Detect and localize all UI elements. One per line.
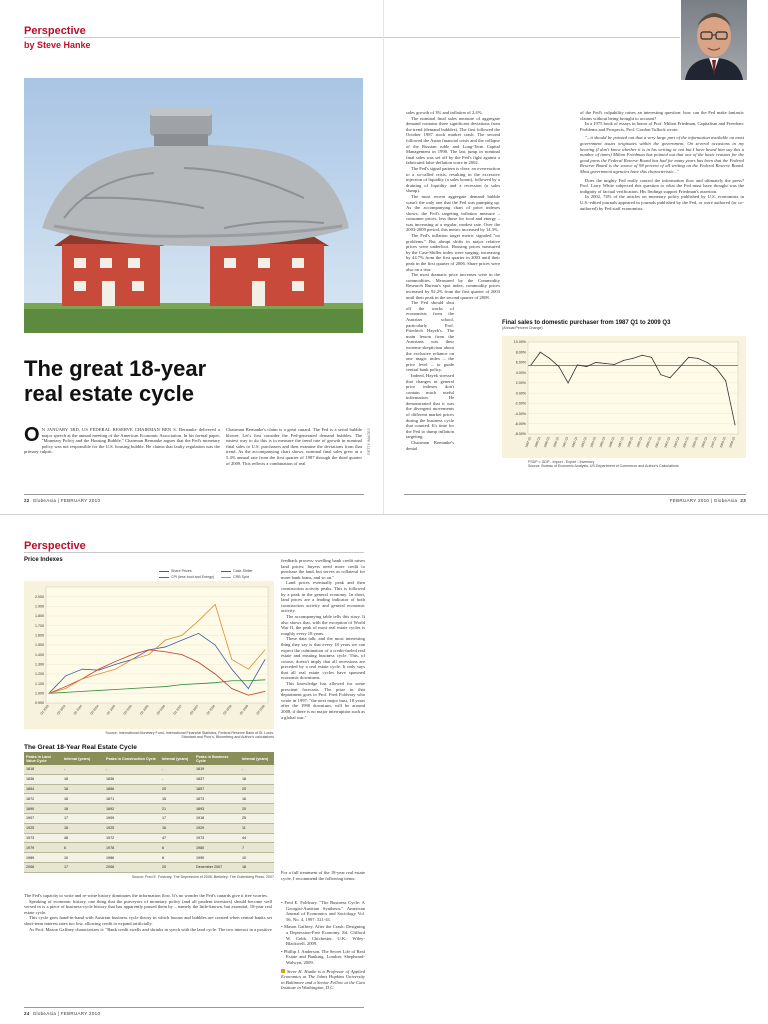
data-point (231, 659, 232, 660)
data-point (198, 662, 199, 663)
table-cell: 20 (240, 784, 274, 794)
data-point (98, 669, 99, 670)
footer-rule-left (24, 494, 364, 495)
headline-line-2: real estate cycle (24, 381, 195, 406)
data-point (215, 604, 216, 605)
x-tick-label: 2001 Q1 (654, 435, 662, 449)
col4-p3: In 2002, 74% of the articles on monetary policy published by U.S. economists in U.S.-edited journals appeared in journals published by the Fed, or were authored (or co-authored) by Fed staff economists. (580, 194, 744, 211)
legend-item-share-prices: Share Prices (159, 569, 192, 573)
y-tick-label: -2.00% (514, 401, 526, 406)
table-cell: 17 (62, 813, 104, 823)
headline (24, 356, 206, 406)
drop-cap: O (24, 424, 40, 446)
y-tick-label: 0.00% (515, 391, 526, 396)
col3-p0: sales growth of 3% and inflation of 2.4%. (406, 110, 483, 115)
table-cell: 1973 (194, 833, 240, 843)
x-tick-label: 2002 Q1 (663, 435, 672, 449)
table-cell: 1909 (104, 813, 160, 823)
reference-item: • Mason Gaffney. After the Crash: Designing a Depression-Free Economy. Ed. Clifford W. Cobb. Chichester, U.K.: Wiley-Blackwell, 2009. (281, 924, 365, 947)
table-cell: 25 (240, 813, 274, 823)
header-rule (24, 37, 680, 38)
x-tick-label: 1990 Q1 (552, 435, 560, 449)
col3-p7: Indeed, Hayek stressed that changes in general price indexes don't contain much useful information. He demonstrated that it was the divergent movements of different market prices during the business cycle that counted. It's time for the Fed to dump inflation targeting. (406, 372, 454, 440)
table-row (24, 823, 274, 833)
table-cell: 1979 (24, 843, 62, 853)
data-point (577, 365, 578, 366)
x-tick-label: Q1 2009 (238, 704, 250, 716)
data-point (531, 365, 532, 366)
price-indexes-plot (24, 581, 274, 729)
data-point (65, 676, 66, 677)
column-2 (226, 427, 362, 466)
data-point (165, 640, 166, 641)
table-cell: 18 (62, 804, 104, 814)
x-tick-label: Q1 2005 (105, 704, 117, 716)
data-point (540, 352, 541, 353)
x-tick-label: 1991 Q1 (561, 435, 570, 449)
x-tick-label: 1997 Q1 (616, 435, 625, 449)
photo-credit: GETTY IMAGES (367, 428, 371, 455)
y-tick-label: -8.00% (514, 432, 526, 437)
folio-page2 (24, 1011, 100, 1016)
data-point (98, 670, 99, 671)
y-tick-label: 4.00% (515, 370, 526, 375)
data-point (697, 358, 698, 359)
data-point (231, 680, 232, 681)
table-cell: 1925 (24, 823, 62, 833)
table-cell: 1978 (104, 843, 160, 853)
table-cell: - (240, 765, 274, 774)
table-cell: 1980 (194, 843, 240, 853)
author-photo (681, 0, 747, 80)
table-cell: 47 (160, 833, 194, 843)
col3-p3: The most recent aggregate demand bubble wasn't the only one that the Fed was pumping up. As the accompanying chart of price indexes shows, the Fed's targeting inflation measure – consumer prices, less those for food and energy – was increasing at a regular, modest rate. Over the 2003-2009 period, this metric increased by 14.3%. (406, 193, 500, 233)
references (281, 900, 365, 991)
y-tick-label: 1.800 (35, 614, 44, 619)
final-sales-chart-subtitle: (Annual Percent Change) (502, 326, 543, 330)
data-point (248, 688, 249, 689)
p2-right-p5: For a full treatment of the 18-year real estate cycle, I recommend the following items: (281, 870, 365, 881)
data-point (735, 424, 736, 425)
x-tick-label: 1994 Q1 (589, 435, 597, 449)
table-header: Interval (years) (62, 752, 104, 765)
data-point (568, 382, 569, 383)
column-3 (406, 110, 500, 451)
data-point (265, 679, 266, 680)
data-point (248, 695, 249, 696)
table-cell: 16 (240, 794, 274, 804)
x-tick-label: Q3 2006 (155, 704, 167, 716)
table-cell: 15 (160, 794, 194, 804)
data-point (248, 680, 249, 681)
x-tick-label: 2003 Q1 (672, 435, 681, 449)
data-point (633, 358, 634, 359)
final-sales-chart-plot (502, 336, 746, 458)
table-cell: 18 (240, 774, 274, 784)
y-tick-label: 2.000 (35, 594, 44, 599)
legend-item-cpi: CPI (less food and Energy) (159, 575, 214, 579)
data-point (148, 649, 149, 650)
page2-right-lower (281, 870, 365, 881)
reference-item: • Phillip J. Anderson. The Secret Life of Real Estate and Banking. London: Shepheard-Walwyn, 2009. (281, 948, 365, 965)
table-header: Interval (years) (160, 752, 194, 765)
table-header: Peaks in Construction Cycle (104, 752, 160, 765)
data-point (65, 686, 66, 687)
table-cell: 1890 (24, 804, 62, 814)
y-tick-label: 1.900 (35, 604, 44, 609)
col3-p4: The Fed's inflation target metric signaled "no problems." But abrupt shifts in major relative prices were underfoot. Housing prices measured by the Case-Shiller index were surging, increasing by 44.7% from the first quarter in 2003 until their peak in the first quarter of 2006. Share prices were also on a tear. (406, 233, 500, 272)
table-cell: 1918 (194, 813, 240, 823)
table-cell: 6 (160, 843, 194, 853)
x-tick-label: 1992 Q1 (570, 435, 579, 449)
table-row (24, 862, 274, 872)
y-tick-label: 1.300 (35, 662, 44, 667)
table-row (24, 765, 274, 774)
col3-p1: The nominal final sales measure of aggregate demand contains three significant deviations from the trend (demand bubbles). The first followed the October 1987 stock market crash. The second followed the Asian financial crisis and the collapse of the Russian ruble and Long-Term Capital Management in 1998. The last jump in nominal final sales was set off by the Fed's fight against a fabricated false-deflation scare in 2002. (406, 115, 500, 166)
table-cell: 8 (160, 853, 194, 863)
data-point (148, 654, 149, 655)
table-cell: 20 (160, 784, 194, 794)
byline: by Steve Hanke (24, 40, 91, 50)
data-point (265, 649, 266, 650)
folio-page2-magazine: GlobeAsia | FEBRUARY 2010 (32, 1011, 101, 1016)
folio-right (670, 498, 746, 503)
table-cell: 1837 (194, 774, 240, 784)
x-tick-label: Q3 2007 (188, 704, 200, 716)
table-cell: 1818 (24, 765, 62, 774)
col3-p8: Chairman Bernanke's denial (406, 440, 454, 451)
x-tick-label: Q1 2008 (205, 704, 216, 716)
p2-left-p0: The Fed's capacity to write and re-write history dominates the information flow. It's no wonder the Fed's canards give it free worries. (24, 893, 268, 898)
x-tick-label: Q1 2007 (172, 704, 183, 716)
x-tick-label: Q1 2006 (138, 704, 150, 716)
x-tick-label: 1996 Q1 (607, 435, 616, 449)
col4-p1: In a 1975 book of essays in honor of Prof. Milton Friedman, Capitalism and Freedom: Problems and Prospects, Prof. Gordon Tullock wrote: (580, 121, 744, 132)
data-point (688, 357, 689, 358)
y-tick-label: 1.400 (35, 652, 44, 657)
x-tick-label: Q1 2003 (39, 704, 50, 716)
data-point (65, 692, 66, 693)
table-cell: - (104, 765, 160, 774)
table-header: Peaks in Business Cycle (194, 752, 240, 765)
y-tick-label: 1.200 (35, 672, 44, 677)
table-cell: 10 (62, 853, 104, 863)
data-point (182, 684, 183, 685)
data-point (642, 355, 643, 356)
x-tick-label: 2000 Q1 (644, 435, 653, 449)
data-point (82, 669, 83, 670)
y-tick-label: 1.100 (35, 681, 44, 686)
data-point (605, 363, 606, 364)
header-rule-page2 (24, 552, 364, 553)
data-point (623, 360, 624, 361)
p2-left-p2: This cycle goes hand-in-hand with Austrian business cycle theory in which booms and bubbles are created when central banks set short-term interest rates too low, allowing credit to expand artificially. (24, 915, 272, 926)
legend-item-case-shiller: Case-Shiller (221, 569, 253, 573)
table-header: Interval (years) (240, 752, 274, 765)
table-cell: 18 (62, 784, 104, 794)
data-point (670, 377, 671, 378)
data-point (98, 690, 99, 691)
table-cell: 18 (62, 794, 104, 804)
page-divider (0, 514, 768, 515)
data-point (115, 664, 116, 665)
y-tick-label: -6.00% (514, 421, 526, 426)
author-bio: Steve H. Hanke is a Professor of Applied Economics at The Johns Hopkins University in Baltimore and a Senior Fellow at the Cato Institute in Washington, D.C. (281, 968, 365, 991)
table-row (24, 843, 274, 853)
table-cell: 18 (62, 823, 104, 833)
final-sales-chart-title: Final sales to domestic purchaser from 1987 Q1 to 2009 Q3 (502, 320, 671, 326)
data-point (215, 682, 216, 683)
footer-rule-page2 (24, 1007, 364, 1008)
table-header: Peaks in Land Value Cycle (24, 752, 62, 765)
data-point (82, 678, 83, 679)
headline-line-1: The great 18-year (24, 356, 207, 381)
table-cell: 1857 (194, 784, 240, 794)
table-cell: 1892 (104, 804, 160, 814)
data-point (115, 669, 116, 670)
data-point (49, 693, 50, 694)
table-cell: 20 (240, 804, 274, 814)
folio-left (24, 498, 100, 503)
footer-rule-right (404, 494, 746, 495)
legend-item-crb-spot: CRB Spot (221, 575, 249, 579)
data-point (115, 689, 116, 690)
data-point (549, 358, 550, 359)
data-point (558, 366, 559, 367)
col4-p0: of the Fed's culpability raises an interesting question: how can the Fed make fantastic claims without being brought to account? (580, 110, 744, 121)
data-point (182, 654, 183, 655)
data-point (198, 620, 199, 621)
data-point (660, 374, 661, 375)
table-cell: 17 (160, 813, 194, 823)
table-cell: 1990 (194, 853, 240, 863)
table-cell: 1873 (194, 794, 240, 804)
data-point (165, 651, 166, 652)
table-cell: 1929 (194, 823, 240, 833)
table-cell: 1907 (24, 813, 62, 823)
folio-right-number: 23 (740, 498, 746, 503)
data-point (182, 635, 183, 636)
x-tick-label: Q3 2004 (89, 704, 100, 716)
data-point (215, 645, 216, 646)
x-tick-label: 2005 Q1 (691, 435, 699, 449)
x-tick-label: 1988 Q1 (533, 435, 542, 449)
data-point (716, 368, 717, 369)
table-cell: - (160, 774, 194, 784)
x-tick-label: Q3 2003 (55, 704, 67, 716)
table-row (24, 833, 274, 843)
final-sales-chart-source: FSDP = GDP - Import - Export - Inventory Source: Bureau of Economic Analysis, US Department of Commerce and Author's Calculations (528, 460, 679, 469)
folio-left-magazine: GlobeAsia | FEBRUARY 2010 (32, 498, 101, 503)
x-tick-label: 1989 Q1 (542, 435, 551, 449)
data-point (231, 688, 232, 689)
y-tick-label: 2.00% (515, 381, 526, 386)
y-tick-label: 6.00% (515, 360, 526, 365)
x-tick-label: Q3 2009 (255, 704, 266, 716)
section-label-page2: Perspective (24, 540, 86, 552)
data-point (65, 688, 66, 689)
table-cell: 1871 (104, 794, 160, 804)
y-tick-label: 1.600 (35, 633, 44, 638)
table-row (24, 813, 274, 823)
data-point (725, 380, 726, 381)
x-tick-label: Q3 2008 (222, 704, 233, 716)
cycle-table (24, 752, 274, 873)
intro-text: N JANUARY 3RD, US FEDERAL RESERVE CHAIRMAN BEN S. Bernanke delivered a major speech at the annual meeting of the American Economic Association. In his formal paper, "Monetary Policy and the Housing Bubble," Chairman Bernanke argues that the Fed's monetary policy was not responsible for the U.S. housing bubble. He claims that faulty regulation was the primary culprit. (24, 427, 220, 455)
table-header-row (24, 752, 274, 765)
table-cell: 1972 (104, 833, 160, 843)
data-point (132, 688, 133, 689)
table-cell: 2006 (104, 862, 160, 872)
x-tick-label: Q1 2004 (72, 704, 83, 716)
table-cell: - (62, 765, 104, 774)
page-divider-vertical (383, 0, 384, 514)
cycle-table-wrap (24, 752, 274, 879)
p2-right-p2: The accompanying table tells this story. It also shows that, with the exception of World War II, the peak of most real estate cycles is roughly every 18 years. (281, 613, 365, 636)
table-cell: 1893 (194, 804, 240, 814)
table-row (24, 794, 274, 804)
table-cell: 44 (240, 833, 274, 843)
reference-item: • Fred E. Foldvary. "The Business Cycle: A Georgist-Austrian Synthesis." American Journal of Economics and Sociology Vol. 56, No. 4, 1997: 521-41. (281, 900, 365, 922)
y-tick-label: 0.900 (35, 701, 44, 706)
data-point (614, 364, 615, 365)
table-cell: 20 (160, 862, 194, 872)
y-tick-label: 1.500 (35, 643, 44, 648)
column-2-text: Chairman Bernanke's claim is a great canard. The Fed is a serial bubble blower. Let's first consider the Fed-generated demand bubbles. The easiest way to do this is to measure the trend rate of growth in nominal final sales to U.S. purchasers and then examine the deviations from that trend. As the accompanying chart shows, nominal final sales grew at a 5.4% annual rate from the first quarter of 1987 through the third quarter of 2009. This reflects a combination of real (226, 427, 362, 466)
table-cell: 18 (240, 862, 274, 872)
data-point (707, 362, 708, 363)
column-4 (580, 110, 744, 211)
final-sales-chart (502, 320, 746, 480)
x-tick-label: 1987 Q1 (524, 435, 532, 449)
data-point (248, 669, 249, 670)
data-point (198, 633, 199, 634)
table-cell: 18 (62, 774, 104, 784)
col4-p2: Does the mighty Fed really control the information flow and ultimately the press? Prof. Larry White subjected this question to what the Fed must have thought was the indignity of factual verification. His findings support Friedman's assertion. (580, 177, 744, 194)
y-tick-label: 10.00% (513, 340, 526, 345)
table-row (24, 853, 274, 863)
data-point (215, 674, 216, 675)
data-point (165, 647, 166, 648)
col3-p5: The most dramatic price increases were in the commodities. Measured by the Commodity Research Bureau's spot index, commodity prices increased by 92.2% from the first quarter of 2003 until their peak in the second quarter of 2008. (406, 272, 500, 300)
data-point (82, 691, 83, 692)
x-tick-label: 2006 Q1 (700, 435, 709, 449)
folio-right-magazine: FEBRUARY 2010 | GlobeAsia (669, 498, 738, 503)
table-cell: 1836 (104, 774, 160, 784)
table-cell: 10 (240, 853, 274, 863)
data-point (586, 366, 587, 367)
p2-left-p1: Speaking of economic history, one thing that the purveyors of monetary policy (and all prudent investors) should become well versed in is a piece of business-cycle history that has apparently passed them by – namely the little-known, but essential, 18-year real estate cycle. (24, 898, 272, 915)
table-cell: 6 (62, 843, 104, 853)
x-tick-label: 2007 Q1 (709, 435, 718, 449)
data-point (265, 691, 266, 692)
intro-column (24, 424, 220, 455)
price-chart-source: Source: International Monetary Fund, International Financial Statistics, Federal Reserve Bank of St. Louis, Standard and Poor's, Bloomberg and Author's calculations (105, 731, 274, 740)
page2-left-column (24, 893, 272, 932)
data-point (198, 683, 199, 684)
table-source: Source: Fred E. Foldvary, The Depression of 2008, Berkeley: The Gutenberg Press, 2007 (131, 874, 274, 879)
data-point (115, 661, 116, 662)
table-cell: 16 (160, 823, 194, 833)
data-point (265, 659, 266, 660)
x-tick-label: Q3 2005 (122, 704, 133, 716)
x-tick-label: 1999 Q1 (635, 435, 644, 449)
p2-right-p3: These data talk, and the most interesting thing they say is that every 18 years we can expect the culmination of a credit-fueled real estate and ensuing business cycle. This, of course, doesn't imply that all recessions are preceded by a real estate cycle. It only says that all real estate cycles have spawned economic downturns. (281, 636, 365, 681)
table-cell: December 2007 (194, 862, 240, 872)
folio-left-number: 22 (24, 498, 30, 503)
p2-right-p0: feedback process: swelling bank credit raises land prices; buyers need more credit to purchase the land, but serves as collateral for more bank loans, and so on." (281, 558, 365, 580)
price-indexes-chart (24, 557, 274, 742)
table-cell: 1819 (194, 765, 240, 774)
x-tick-label: 1998 Q1 (626, 435, 634, 449)
p2-left-p3: As Prof. Mason Gaffney characterizes it: "Bank credit swells and shrinks in synch with the land cycle. The two interact in a positive (29, 926, 272, 932)
data-point (132, 659, 133, 660)
data-point (595, 362, 596, 363)
table-cell: 11 (240, 823, 274, 833)
table-cell: 1925 (104, 823, 160, 833)
data-point (132, 654, 133, 655)
table-cell: 1854 (24, 784, 62, 794)
folio-page2-number: 24 (24, 1011, 30, 1016)
x-tick-label: 2009 Q1 (728, 435, 736, 449)
table-row (24, 774, 274, 784)
data-point (148, 687, 149, 688)
table-cell: - (160, 765, 194, 774)
table-cell: 2006 (24, 862, 62, 872)
data-point (651, 357, 652, 358)
table-cell: 1836 (24, 774, 62, 784)
data-point (679, 367, 680, 368)
col3-p6: The Fed should shut off the works of economists from the Austrian school, particularly Prof. Friedrich Hayek's. The main lesson from the Austrians was their extreme skepticism about the exclusive reliance on one magic index – the price level – to guide central bank policy. (406, 300, 454, 373)
y-tick-label: 1.700 (35, 623, 44, 628)
table-title: The Great 18-Year Real Estate Cycle (24, 744, 137, 751)
x-tick-label: 2004 Q1 (681, 435, 690, 449)
section-label: Perspective (24, 25, 86, 37)
table-cell: 1872 (24, 794, 62, 804)
table-cell: 1986 (104, 853, 160, 863)
table-cell: 17 (62, 862, 104, 872)
table-cell: 48 (62, 833, 104, 843)
bio-marker-icon (281, 969, 285, 973)
p2-right-p4: This knowledge has allowed for some prescient forecasts. The prize in that department goes to Prof. Fred Foldvary who wrote in 1997: "the next major bust, 18 years after the 1990 downturn, will be around 2008, if there is no major interruption such as a global war." (281, 681, 365, 720)
y-tick-label: 1.000 (35, 691, 44, 696)
x-tick-label: 2008 Q1 (718, 435, 727, 449)
price-indexes-title: Price Indexes (24, 557, 63, 563)
plot-area (528, 342, 738, 434)
y-tick-label: -4.00% (514, 411, 526, 416)
p2-right-p1: Land prices eventually peak and then construction activity peaks. This is followed by a peak in the general economy. In short, land prices are a leading indicator of both construction activity and general economic activity. (281, 580, 365, 614)
table-cell: 1989 (24, 853, 62, 863)
table-cell: 21 (160, 804, 194, 814)
x-tick-label: 1995 Q1 (598, 435, 607, 449)
table-cell: 1973 (24, 833, 62, 843)
table-row (24, 804, 274, 814)
col4-quote: "...it should be pointed out that a very large part of the information available on most government issues originates within the government. On several occasions in my hearing (I don't know whether it is in his writing or not but I have heard him say this a number of times) Milton Friedman has pointed out that one of the basic reasons for the good press the Federal Reserve Board has had for many years has been that the Federal Reserve Board is the source of 98 percent of all writing on the Federal Reserve Board. Most government agencies have this characteristic..." (580, 135, 744, 174)
y-tick-label: 8.00% (515, 350, 526, 355)
table-cell: 1856 (104, 784, 160, 794)
hero-photo (24, 78, 363, 333)
table-cell: 7 (240, 843, 274, 853)
x-tick-label: 1993 Q1 (579, 435, 588, 449)
page2-right-column (281, 558, 365, 720)
col3-p2: The Fed's signal pattern is clear: an overreaction to a so-called crisis, resulting in the excessive injection of liquidity (a sales boom), followed by a draining of liquidity and a recession (a sales slump). (406, 165, 500, 194)
table-row (24, 784, 274, 794)
data-point (98, 674, 99, 675)
data-point (165, 686, 166, 687)
data-point (182, 640, 183, 641)
data-point (231, 669, 232, 670)
